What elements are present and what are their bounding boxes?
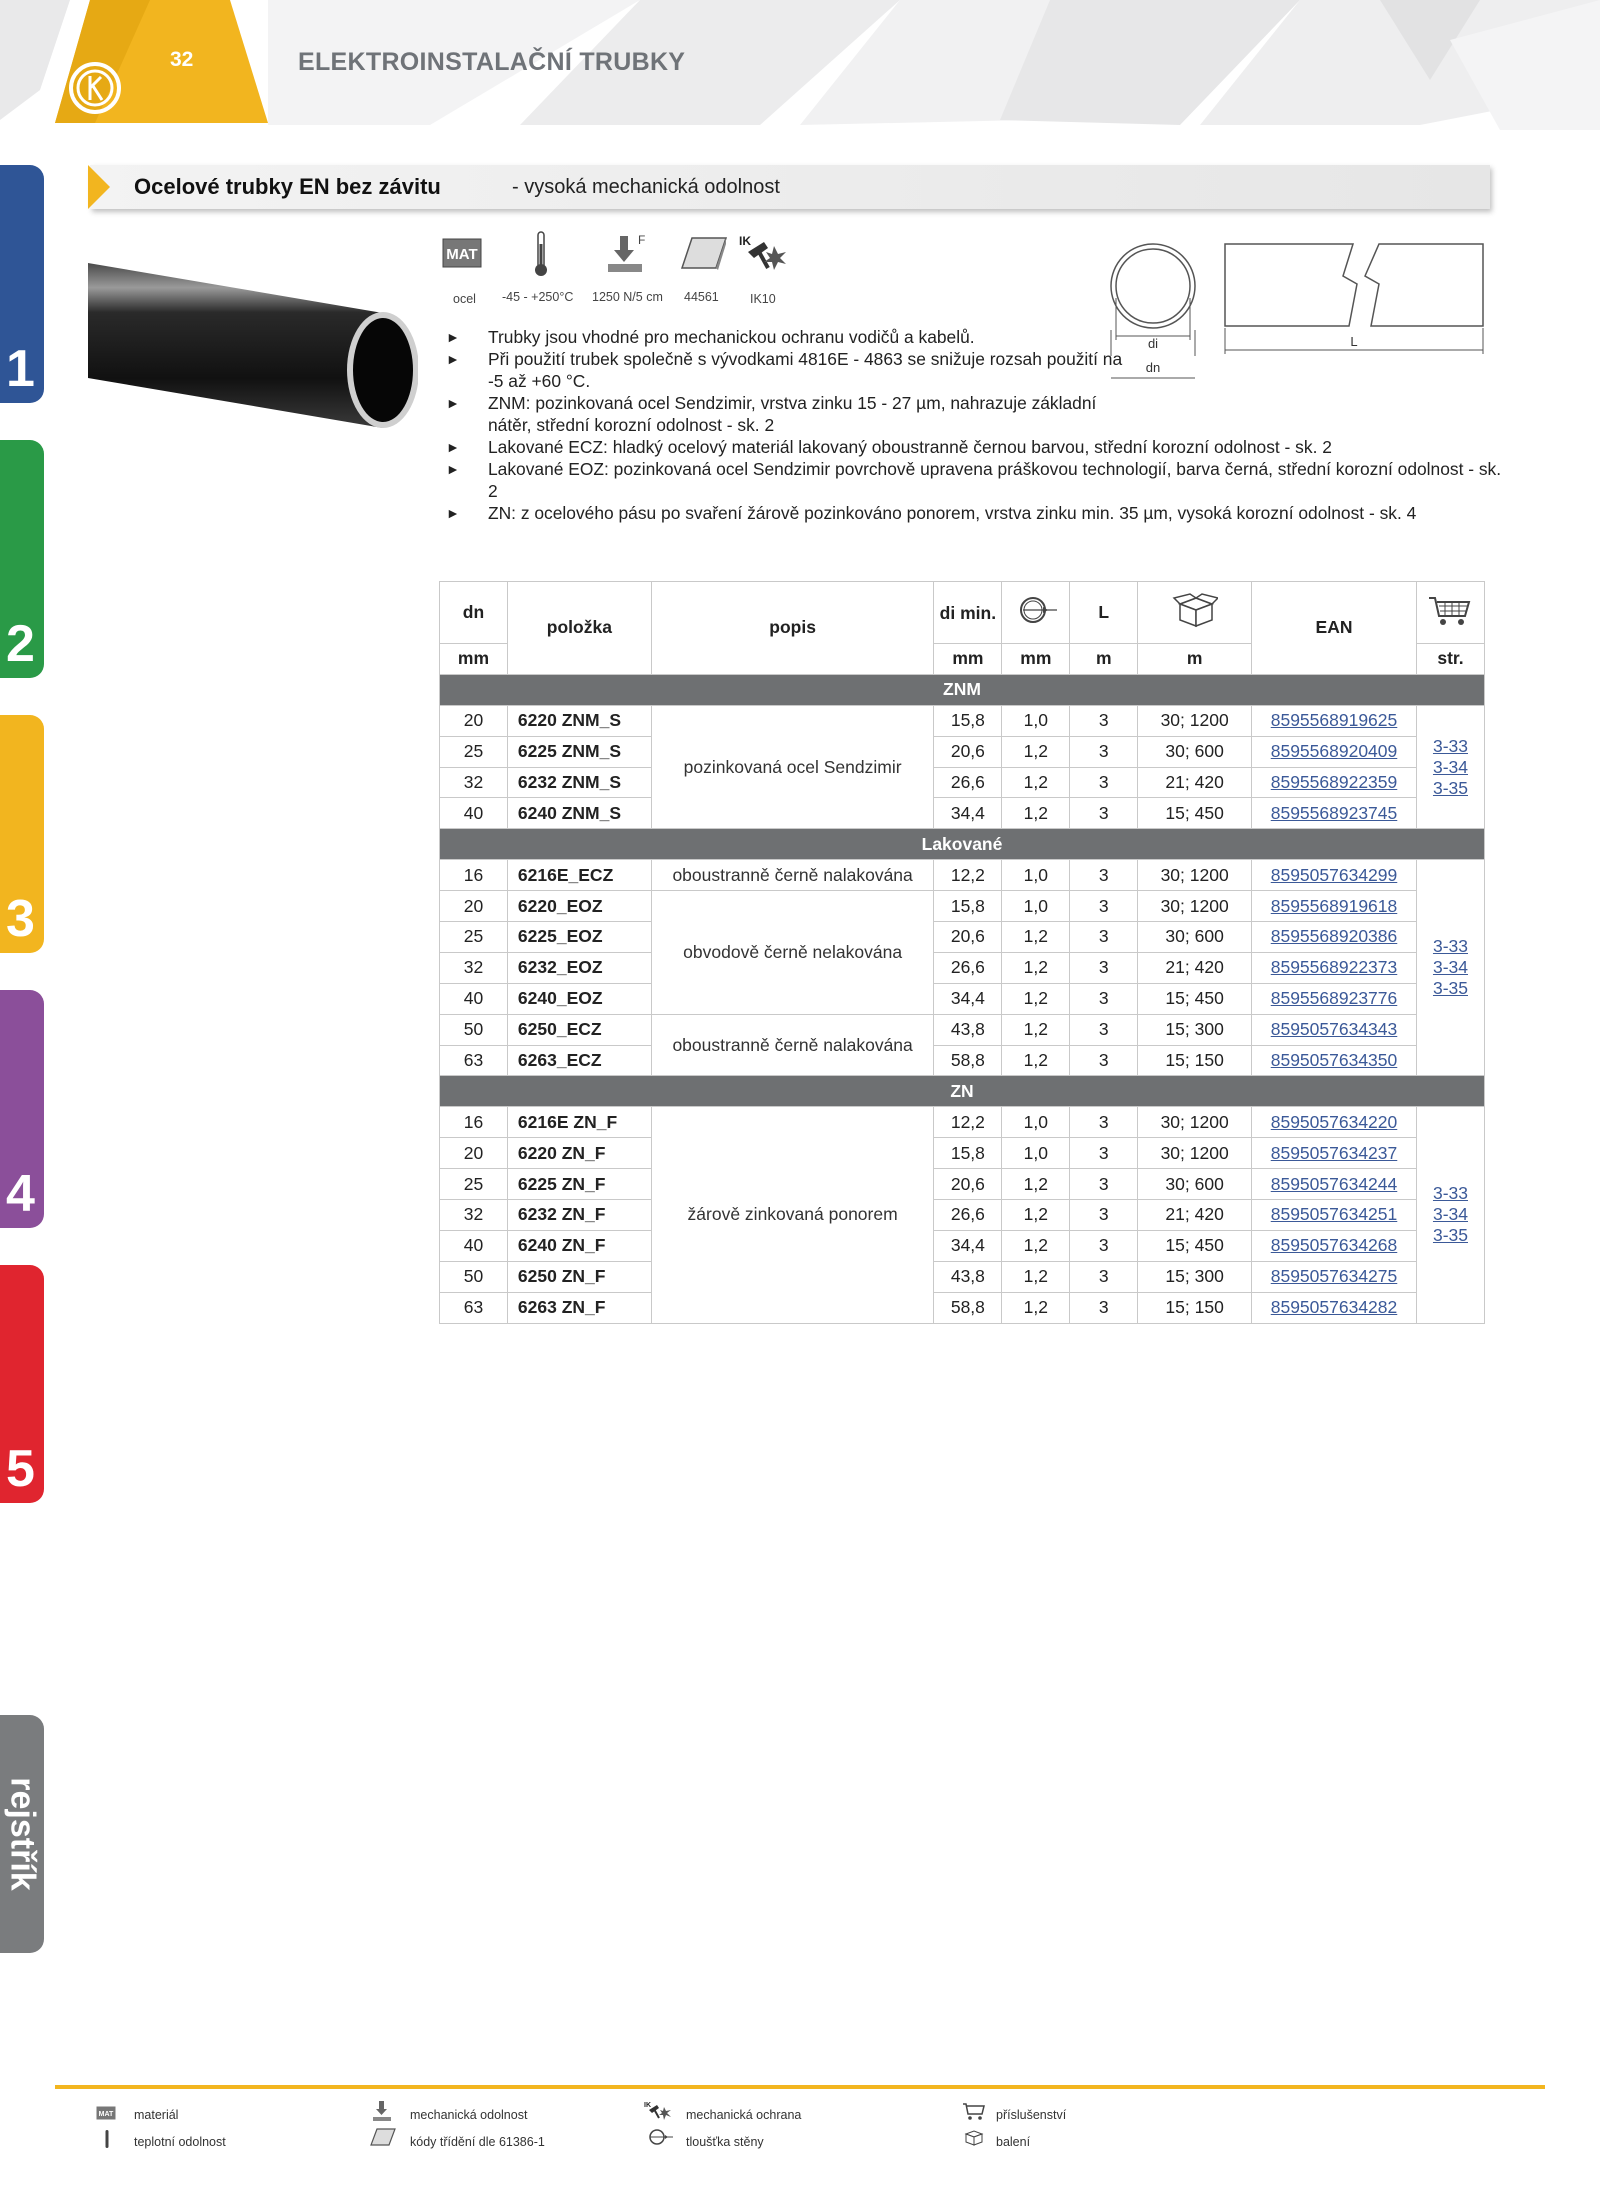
- table-row: 50 6250_ECZ oboustranně černě nalakována 43,8 1,2 3 15; 300 8595057634343: [440, 1014, 1485, 1045]
- page-ref-link[interactable]: 3-34: [1432, 1204, 1468, 1225]
- impact-value: IK10: [750, 292, 776, 306]
- thermometer-icon: [104, 2130, 110, 2153]
- svg-text:dn: dn: [1145, 360, 1161, 375]
- mat-icon: [442, 238, 482, 268]
- wall-thickness-icon: [1013, 595, 1059, 625]
- legend-wall-thickness: tloušťka stěny: [686, 2135, 764, 2149]
- page-ref-link[interactable]: 3-33: [1432, 936, 1468, 957]
- chapter-tab-3[interactable]: 3: [0, 715, 44, 953]
- ean-link[interactable]: 8595057634244: [1270, 1173, 1398, 1194]
- impact-hammer-icon: [738, 232, 788, 281]
- header-item: položka: [507, 582, 651, 675]
- unit-dn: mm: [440, 644, 508, 675]
- unit-pack: m: [1138, 644, 1252, 675]
- page-number-tab: [55, 0, 268, 123]
- classification-code-icon: [370, 2128, 396, 2151]
- page-ref-link[interactable]: 3-35: [1432, 1225, 1468, 1246]
- header-ean: EAN: [1252, 582, 1417, 675]
- ean-link[interactable]: 8595057634299: [1270, 864, 1398, 885]
- section-title: Ocelové trubky EN bez závitu: [134, 174, 441, 199]
- mat-icon: [96, 2106, 116, 2125]
- unit-length: m: [1070, 644, 1138, 675]
- legend-temperature: teplotní odolnost: [134, 2135, 226, 2149]
- table-row: 20 6220_EOZ obvodově černě nelakována 15,8 1,0 3 30; 1200 8595568919618: [440, 891, 1485, 922]
- legend-accessories: příslušenství: [996, 2108, 1067, 2122]
- list-item: ► Lakované EOZ: pozinkovaná ocel Sendzimir povrchově upravena práškovou technologií, barva černá, střední korozní odolnost - sk. 2: [446, 458, 1506, 502]
- thermometer-icon: [533, 230, 549, 283]
- ean-link[interactable]: 8595568922373: [1270, 957, 1398, 978]
- chapter-tab-5[interactable]: 5: [0, 1265, 44, 1503]
- footer-divider: [55, 2085, 1545, 2089]
- ean-link[interactable]: 8595057634268: [1270, 1235, 1398, 1256]
- table-row: 16 6216E_ECZ oboustranně černě nalakována 12,2 1,0 3 30; 1200 8595057634299 3-33 3-34 3-35: [440, 860, 1485, 891]
- header-pack: [1138, 582, 1252, 644]
- legend-classification: kódy třídění dle 61386-1: [410, 2135, 545, 2149]
- legend-material: materiál: [134, 2108, 179, 2122]
- list-item: ► ZN: z ocelového pásu po svaření žárově pozinkováno ponorem, vrstva zinku min. 35 µm, vysoká korozní odolnost - sk. 4: [446, 502, 1506, 524]
- page-refs-cell: [1416, 705, 1484, 829]
- svg-text:F: F: [638, 233, 646, 247]
- chapter-tab-2[interactable]: 2: [0, 440, 44, 678]
- desc-cell: oboustranně černě nalakována: [651, 860, 934, 891]
- header-length: L: [1070, 582, 1138, 644]
- table-row: 25 6225 ZNM_S 20,6 1,2 3 30; 600 8595568920409: [440, 736, 1485, 767]
- ean-link[interactable]: 8595057634343: [1270, 1019, 1398, 1040]
- page-ref-link[interactable]: 3-34: [1432, 756, 1468, 777]
- legend-packaging: balení: [996, 2135, 1031, 2149]
- table-row: 63 6263 ZN_F 58,8 1,2 3 15; 150 8595057634282: [440, 1292, 1485, 1323]
- impact-hammer-icon: [644, 2100, 672, 2127]
- header-desc: popis: [651, 582, 934, 675]
- steel-pipe-image: [88, 258, 418, 443]
- index-tab[interactable]: rejstřík: [0, 1715, 44, 1953]
- ean-link[interactable]: 8595057634350: [1270, 1050, 1398, 1071]
- list-item: ► Trubky jsou vhodné pro mechanickou ochranu vodičů a kabelů.: [446, 326, 1506, 348]
- svg-text:di: di: [1147, 336, 1159, 351]
- page-ref-link[interactable]: 3-35: [1432, 978, 1468, 999]
- unit-di: mm: [934, 644, 1002, 675]
- table-row: 25 6225 ZN_F 20,6 1,2 3 30; 600 8595057634244: [440, 1169, 1485, 1200]
- package-box-icon: [962, 2128, 986, 2151]
- table-row: 32 6232 ZN_F 26,6 1,2 3 21; 420 8595057634251: [440, 1200, 1485, 1231]
- group-header-znm: ZNM: [440, 674, 1485, 705]
- table-row: 20 6220 ZN_F 15,8 1,0 3 30; 1200 8595057634237: [440, 1138, 1485, 1169]
- desc-cell: pozinkovaná ocel Sendzimir: [651, 705, 934, 829]
- ean-link[interactable]: 8595568923745: [1270, 802, 1398, 823]
- legend-mechanical-resistance: mechanická odolnost: [410, 2108, 528, 2122]
- ean-link[interactable]: 8595057634237: [1270, 1142, 1398, 1163]
- table-row: 63 6263_ECZ 58,8 1,2 3 15; 150 8595057634350: [440, 1045, 1485, 1076]
- ean-link[interactable]: 8595057634220: [1270, 1111, 1398, 1132]
- shopping-cart-icon: [1427, 592, 1473, 628]
- unit-page: str.: [1416, 644, 1484, 675]
- table-row: 32 6232_EOZ 26,6 1,2 3 21; 420 8595568922373: [440, 952, 1485, 983]
- list-item: ► ZNM: pozinkovaná ocel Sendzimir, vrstva zinku 15 - 27 µm, nahrazuje základní nátěr, střední korozní odolnost - sk. 2: [446, 392, 1138, 436]
- compression-value: 1250 N/5 cm: [592, 290, 663, 304]
- chapter-tab-1[interactable]: 1: [0, 165, 44, 403]
- table-row: 32 6232 ZNM_S 26,6 1,2 3 21; 420 8595568922359: [440, 767, 1485, 798]
- section-arrow-icon: [88, 165, 110, 209]
- page-refs-cell: [1416, 1107, 1484, 1323]
- group-header-zn: ZN: [440, 1076, 1485, 1107]
- header-wall: [1002, 582, 1070, 644]
- desc-cell: oboustranně černě nalakována: [651, 1014, 934, 1076]
- table-row: 40 6240_EOZ 34,4 1,2 3 15; 450 8595568923776: [440, 983, 1485, 1014]
- table-row: 25 6225_EOZ 20,6 1,2 3 30; 600 8595568920386: [440, 922, 1485, 953]
- ean-link[interactable]: 8595568919618: [1270, 895, 1398, 916]
- temperature-value: -45 - +250°C: [502, 290, 574, 304]
- header-page: [1416, 582, 1484, 644]
- list-item: ► Lakované ECZ: hladký ocelový materiál lakovaný oboustranně černou barvou, střední korozní odolnost - sk. 2: [446, 436, 1506, 458]
- ean-link[interactable]: 8595568922359: [1270, 772, 1398, 792]
- classification-code-icon: [680, 236, 728, 275]
- header-dn: dn: [440, 582, 508, 644]
- svg-text:IK: IK: [739, 234, 751, 248]
- shopping-cart-icon: [962, 2101, 986, 2126]
- chapter-title: ELEKTROINSTALAČNÍ TRUBKY: [298, 48, 686, 76]
- table-row: 16 6216E ZN_F žárově zinkovaná ponorem 12,2 1,0 3 30; 1200 8595057634220 3-33 3-34 3-35: [440, 1107, 1485, 1138]
- page-refs-cell: [1416, 860, 1484, 1076]
- unit-wall: mm: [1002, 644, 1070, 675]
- list-item: ► Při použití trubek společně s vývodkami 4816E - 4863 se snižuje rozsah použití na -5 až +60 °C.: [446, 348, 1138, 392]
- table-row: 20 6220 ZNM_S pozinkovaná ocel Sendzimir 15,8 1,0 3 30; 1200 8595568919625 3-33 3-34 3-35: [440, 705, 1485, 736]
- page-number: 32: [170, 48, 194, 71]
- svg-text:MAT: MAT: [446, 246, 478, 263]
- ean-link[interactable]: 8595057634251: [1270, 1204, 1398, 1225]
- compression-force-icon: [370, 2100, 394, 2127]
- feature-list: [446, 326, 1506, 524]
- classification-value: 44561: [684, 290, 719, 304]
- package-box-icon: [1172, 592, 1218, 628]
- ean-link[interactable]: 8595568920409: [1270, 741, 1398, 762]
- ean-link[interactable]: 8595568920386: [1270, 926, 1398, 947]
- section-subtitle: - vysoká mechanická odolnost: [512, 176, 780, 198]
- legend-mechanical-protection: mechanická ochrana: [686, 2108, 802, 2122]
- svg-text:L: L: [1350, 334, 1358, 349]
- header-di: di min.: [934, 582, 1002, 644]
- table-row: 50 6250 ZN_F 43,8 1,2 3 15; 300 8595057634275: [440, 1261, 1485, 1292]
- table-row: 40 6240 ZN_F 34,4 1,2 3 15; 450 8595057634268: [440, 1230, 1485, 1261]
- ean-link[interactable]: 8595057634275: [1270, 1266, 1398, 1287]
- product-table: [439, 581, 1485, 1324]
- group-header-lakovane: Lakované: [440, 829, 1485, 860]
- ean-link[interactable]: 8595057634282: [1270, 1297, 1398, 1318]
- page-ref-link[interactable]: 3-34: [1432, 957, 1468, 978]
- table-row: 40 6240 ZNM_S 34,4 1,2 3 15; 450 8595568923745: [440, 798, 1485, 829]
- desc-cell: žárově zinkovaná ponorem: [651, 1107, 934, 1323]
- compression-force-icon: [604, 232, 650, 279]
- material-value: ocel: [453, 292, 476, 306]
- ean-link[interactable]: 8595568923776: [1270, 988, 1398, 1009]
- desc-cell: obvodově černě nelakována: [651, 891, 934, 1015]
- page-ref-link[interactable]: 3-33: [1432, 1183, 1468, 1204]
- wall-thickness-icon: [646, 2128, 674, 2151]
- page-ref-link[interactable]: 3-33: [1432, 735, 1468, 756]
- ean-link[interactable]: 8595568919625: [1270, 710, 1398, 731]
- svg-text:IK: IK: [644, 2102, 651, 2109]
- svg-text:MAT: MAT: [98, 2111, 114, 2118]
- page-ref-link[interactable]: 3-35: [1432, 777, 1468, 798]
- chapter-tab-4[interactable]: 4: [0, 990, 44, 1228]
